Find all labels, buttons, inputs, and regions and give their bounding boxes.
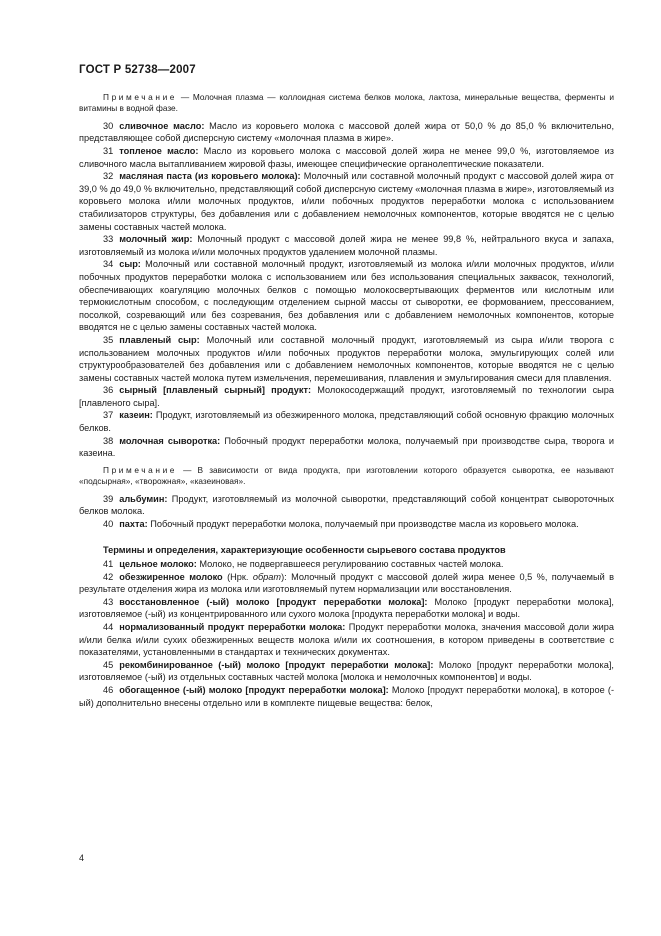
term-definition: Побочный продукт переработки молока, получаемый при производстве сыра, творога и казеина. [79, 435, 615, 459]
page-number: 4 [79, 853, 85, 863]
term-entry-41 [79, 558, 614, 571]
term-definition: Молочный или составной молочный продукт с массовой долей жира от 39,0 % до 49,0 % включительно, представляющий собой дисперсную систему «молочная плазма в жире», изготовляемый из коровьего молока и/или молочных продуктов, и/или побочных продуктов переработки молока с использованием стабилизаторов структуры, без добавления или с добавлением немолочных компонентов, которые вводятся не с целью замены составных частей молока. [79, 171, 614, 232]
term-name: топленое масло: [119, 146, 199, 156]
term-entry-30 [79, 120, 614, 145]
term-definition: Продукт, изготовляемый из обезжиренного молока, представляющий собой основную фракцию молочных белков. [79, 410, 614, 434]
term-name: рекомбинированное (-ый) молоко [продукт переработки молока]: [119, 659, 434, 670]
term-name: нормализованный продукт переработки молока: [119, 622, 346, 632]
term-deprecated-prefix: (Нрк. [222, 571, 253, 582]
term-name: плавленый сыр: [119, 334, 200, 345]
term-entry-44 [79, 621, 614, 659]
term-number: 30 [103, 120, 114, 131]
term-definition: Масло из коровьего молока с массовой долей жира от 50,0 % до 85,0 % включительно, представляющее собой дисперсную систему «молочная плазма в жире». [79, 120, 614, 144]
term-number: 37 [103, 410, 114, 421]
term-number: 34 [103, 259, 114, 270]
term-entry-46 [79, 684, 614, 709]
term-name: пахта: [119, 518, 148, 529]
term-number: 35 [103, 334, 114, 345]
term-number: 43 [103, 596, 114, 607]
term-definition: Молочный или составной молочный продукт, изготовляемый из сыра и/или творога с использованием молочных продуктов и/или побочных продуктов переработки молока, эмульгирующих солей или структурообразователей без добавления или с добавлением немолочных компонентов, которые вводятся не с целью замены составных частей молока путем измельчения, перемешивания, плавления и эмульгирования смеси для плавления. [79, 334, 614, 383]
term-definition: Масло из коровьего молока с массовой долей жира не менее 99,0 %, изготовляемое из сливочного масла вытапливанием жировой фазы, имеющее специфические органолептические показатели. [79, 146, 614, 169]
note-whey [79, 465, 614, 488]
term-number: 42 [103, 571, 114, 582]
term-number: 38 [103, 435, 114, 446]
document-header: ГОСТ Р 52738—2007 [79, 64, 196, 76]
term-number: 36 [103, 385, 114, 396]
term-definition: Побочный продукт переработки молока, получаемый при производстве масла из коровьего молока. [147, 518, 579, 529]
term-entry-31 [79, 145, 614, 170]
term-entry-37 [79, 409, 614, 434]
term-name: цельное молоко: [119, 559, 197, 570]
term-name: масляная паста (из коровьего молока): [119, 171, 301, 182]
term-definition: Молочный или составной молочный продукт, изготовляемый из молока и/или молочных продуктов, и/или побочных продуктов переработки молока с использованием или без использования специальных заквасок, технологий, обеспечивающих коагуляцию молочных белков с помощью молокосвертывающих ферментов или кислотным или термокислотным способом, с последующим отделением сырной массы от сыворотки, ее формованием, прессованием, посолкой, созревающий или без созревания, без добавления или с добавлением немолочных компонентов, которые вводятся не с целью замены составных частей молока. [79, 259, 614, 333]
term-entry-33 [79, 233, 614, 258]
term-entry-32 [79, 170, 614, 233]
term-number: 31 [103, 146, 114, 156]
term-definition: Молоко [продукт переработки молока], в которое (-ый) дополнительно внесены отдельно или в комплекте пищевые вещества: белок, [79, 684, 614, 708]
term-name: обезжиренное молоко [119, 571, 223, 582]
term-definition: Молоко, не подвергавшееся регулированию составных частей молока. [196, 559, 504, 570]
term-definition: Молоко [продукт переработки молока], изготовляемое (-ый) из концентрированного или сухого молока [продукта переработки молока] и воды. [79, 596, 614, 620]
term-name: сливочное масло: [119, 120, 205, 131]
note-label: Примечание [103, 464, 178, 475]
term-name: сыр: [119, 259, 141, 270]
term-definition: ): Молочный продукт с массовой долей жира менее 0,5 %, получаемый в результате отделения жира из молока или изготовляемый путем нормализации или восстановления. [79, 571, 614, 595]
term-deprecated-synonym: обрат [252, 571, 282, 582]
term-name: восстановленное (-ый) молоко [продукт переработки молока]: [119, 596, 428, 607]
term-entry-39 [79, 493, 614, 518]
term-name: сырный [плавленый сырный] продукт: [119, 385, 312, 396]
term-number: 40 [103, 518, 114, 529]
term-number: 32 [103, 171, 114, 182]
term-entry-42 [79, 571, 614, 596]
term-definition: Молокосодержащий продукт, изготовляемый по технологии сыра [плавленого сыра]. [79, 385, 614, 408]
term-definition: Молочный продукт с массовой долей жира не менее 99,8 %, нейтрального вкуса и запаха, изготовляемый из молока и/или молочных продуктов удалением молочной плазмы. [79, 234, 614, 257]
term-number: 33 [103, 234, 114, 245]
term-name: молочный жир: [119, 234, 193, 245]
term-number: 39 [103, 493, 114, 504]
term-number: 46 [103, 684, 114, 695]
note-text: — Молочная плазма — коллоидная система белков молока, лактоза, минеральные вещества, ферменты и витамины в водной фазе. [79, 92, 614, 114]
term-entry-35 [79, 334, 614, 384]
note-text: — В зависимости от вида продукта, при изготовлении которого образуется сыворотка, ее называют «подсырная», «творожная», «казеиновая». [79, 464, 614, 487]
term-entry-34 [79, 258, 614, 334]
term-entry-36 [79, 384, 614, 409]
term-number: 44 [103, 622, 114, 632]
note-plasma [79, 92, 614, 115]
note-label: Примечание [103, 92, 178, 102]
term-name: казеин: [119, 410, 153, 421]
term-number: 41 [103, 559, 114, 570]
term-definition: Продукт переработки молока, значения массовой доли жира и/или белка и/или сухих обезжиренных веществ молока и/или их соотношения, в котором приведены в соответствие с показателями, установленными в стандартах и технических документах. [79, 622, 615, 658]
term-entry-38 [79, 435, 614, 460]
term-name: альбумин: [119, 493, 168, 504]
term-definition: Молоко [продукт переработки молока], изготовляемое (-ый) из отдельных составных частей молока [молока и немолочных компонентов] и воды. [79, 659, 614, 683]
term-entry-43 [79, 596, 614, 621]
term-definition: Продукт, изготовляемый из молочной сыворотки, представляющий собой концентрат сывороточных белков молока. [79, 493, 614, 517]
term-number: 45 [103, 659, 114, 670]
term-entry-45 [79, 659, 614, 684]
term-name: молочная сыворотка: [119, 435, 221, 446]
section-title: Термины и определения, характеризующие особенности сырьевого состава продуктов [103, 545, 506, 556]
term-name: обогащенное (-ый) молоко [продукт переработки молока]: [119, 684, 389, 695]
document-body [79, 92, 614, 709]
term-entry-40 [79, 518, 614, 531]
